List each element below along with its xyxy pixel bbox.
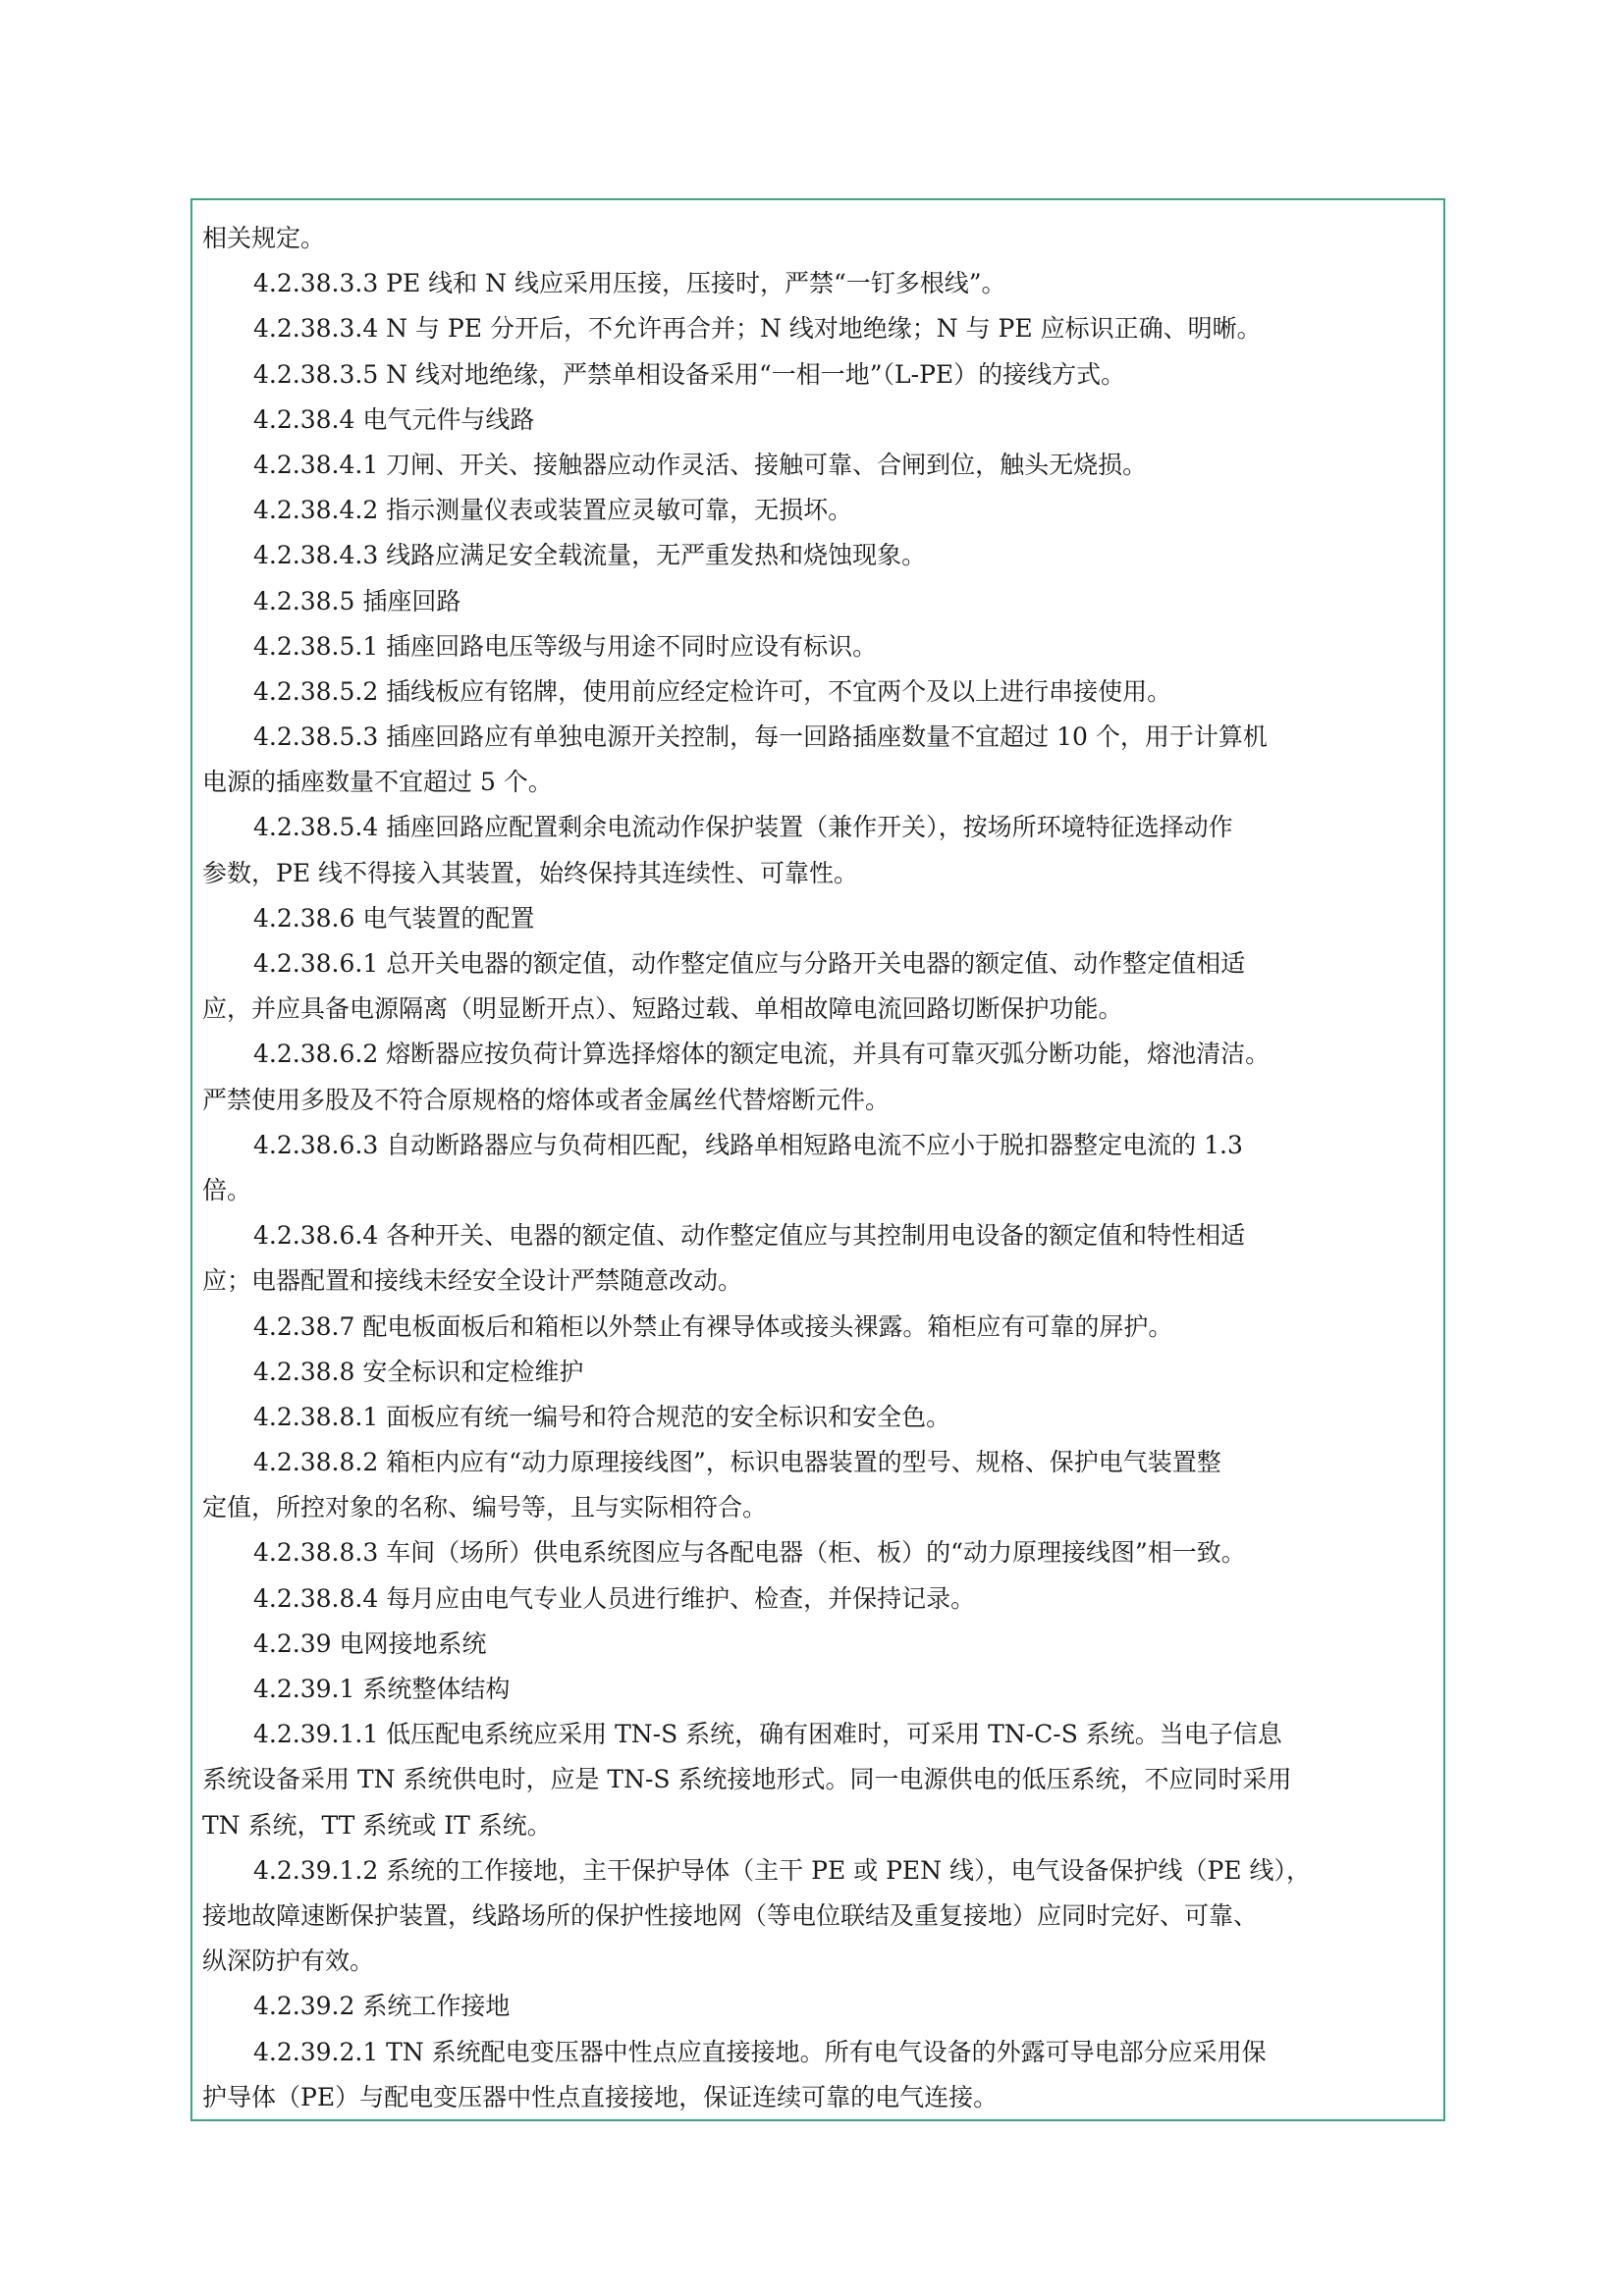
text-line: TN 系统，TT 系统或 IT 系统。: [202, 1810, 552, 1840]
text-line: 4.2.38.5.1 插座回路电压等级与用途不同时应设有标识。: [253, 631, 878, 661]
text-line: 4.2.38.6.1 总开关电器的额定值，动作整定值应与分路开关电器的额定值、动作整定值相适: [253, 949, 1246, 978]
text-line: 4.2.38.4.2 指示测量仪表或装置应灵敏可靠，无损坏。: [253, 496, 853, 525]
text-line: 严禁使用多股及不符合原规格的熔体或者金属丝代替熔断元件。: [202, 1085, 891, 1114]
text-line: 4.2.39.1.1 低压配电系统应采用 TN-S 系统，确有困难时，可采用 TN-C-S 系统。当电子信息: [253, 1720, 1282, 1749]
text-line: 系统设备采用 TN 系统供电时，应是 TN-S 系统接地形式。同一电源供电的低压系统，不应同时采用: [202, 1765, 1292, 1794]
text-line: 4.2.38.3.5 N 线对地绝缘，严禁单相设备采用“一相一地”（L-PE）的接线方式。: [253, 359, 1126, 389]
text-line: 4.2.38.3.3 PE 线和 N 线应采用压接，压接时，严禁“一钉多根线”。: [253, 269, 1006, 298]
text-line: 4.2.38.8.3 车间（场所）供电系统图应与各配电器（柜、板）的“动力原理接线图”相一致。: [253, 1538, 1246, 1568]
text-line: 4.2.38.8.2 箱柜内应有“动力原理接线图”，标识电器装置的型号、规格、保护电气装置整: [253, 1448, 1221, 1477]
document-frame: [190, 198, 1445, 2121]
text-line: 4.2.39.2 系统工作接地: [253, 1992, 511, 2021]
text-line: 4.2.38.5.2 插线板应有铭牌，使用前应经定检许可，不宜两个及以上进行串接使用。: [253, 676, 1172, 706]
text-line: 4.2.38.6.3 自动断路器应与负荷相匹配，线路单相短路电流不应小于脱扣器整定电流的 1.3: [253, 1130, 1243, 1159]
text-line: 应；电器配置和接线未经安全设计严禁随意改动。: [202, 1266, 743, 1296]
text-line: 电源的插座数量不宜超过 5 个。: [202, 768, 553, 797]
text-line: 4.2.38.6.2 熔断器应按负荷计算选择熔体的额定电流，并具有可靠灭弧分断功能，熔池清洁。: [253, 1040, 1271, 1069]
text-line: 4.2.38.8.1 面板应有统一编号和符合规范的安全标识和安全色。: [253, 1402, 951, 1431]
text-line: 4.2.38.5.3 插座回路应有单独电源开关控制，每一回路插座数量不宜超过 10 个，用于计算机: [253, 722, 1268, 752]
text-line: 4.2.38.5 插座回路: [253, 586, 461, 615]
text-line: 4.2.38.4.1 刀闸、开关、接触器应动作灵活、接触可靠、合闸到位，触头无烧损。: [253, 450, 1148, 479]
text-line: 接地故障速断保护装置，线路场所的保护性接地网（等电位联结及重复接地）应同时完好、可靠、: [202, 1900, 1259, 1930]
text-line: 4.2.39.1 系统整体结构: [253, 1675, 511, 1703]
text-line: 4.2.39 电网接地系统: [253, 1629, 487, 1658]
text-line: 4.2.38.4 电气元件与线路: [253, 404, 535, 434]
text-line: 4.2.38.3.4 N 与 PE 分开后，不允许再合并；N 线对地绝缘；N 与 PE 应标识正确、明晰。: [253, 314, 1262, 344]
text-line: 护导体（PE）与配电变压器中性点直接接地，保证连续可靠的电气连接。: [202, 2082, 999, 2111]
text-line: 4.2.39.2.1 TN 系统配电变压器中性点应直接接地。所有电气设备的外露可导电部分应采用保: [253, 2037, 1267, 2066]
text-line: 4.2.38.7 配电板面板后和箱柜以外禁止有裸导体或接头裸露。箱柜应有可靠的屏护。: [253, 1311, 1173, 1341]
text-line: 4.2.38.8 安全标识和定检维护: [253, 1357, 584, 1386]
text-line: 相关规定。: [202, 224, 326, 252]
text-line: 4.2.38.6.4 各种开关、电器的额定值、动作整定值应与其控制用电设备的额定值和特性相适: [253, 1221, 1246, 1251]
text-line: 4.2.38.5.4 插座回路应配置剩余电流动作保护装置（兼作开关），按场所环境特征选择动作: [253, 813, 1233, 842]
text-line: 4.2.38.6 电气装置的配置: [253, 903, 535, 933]
text-line: 定值，所控对象的名称、编号等，且与实际相符合。: [202, 1493, 768, 1522]
text-line: 应，并应具备电源隔离（明显断开点）、短路过载、单相故障电流回路切断保护功能。: [202, 994, 1123, 1024]
text-line: 倍。: [202, 1175, 252, 1204]
text-line: 参数，PE 线不得接入其装置，始终保持其连续性、可靠性。: [202, 858, 859, 887]
text-line: 纵深防护有效。: [202, 1947, 375, 1976]
document-body: [202, 216, 1434, 2120]
text-line: 4.2.38.4.3 线路应满足安全载流量，无严重发热和烧蚀现象。: [253, 541, 927, 570]
text-line: 4.2.39.1.2 系统的工作接地，主干保护导体（主干 PE 或 PEN 线），电气设备保护线（PE 线），: [253, 1855, 1311, 1885]
text-line: 4.2.38.8.4 每月应由电气专业人员进行维护、检查，并保持记录。: [253, 1583, 976, 1613]
